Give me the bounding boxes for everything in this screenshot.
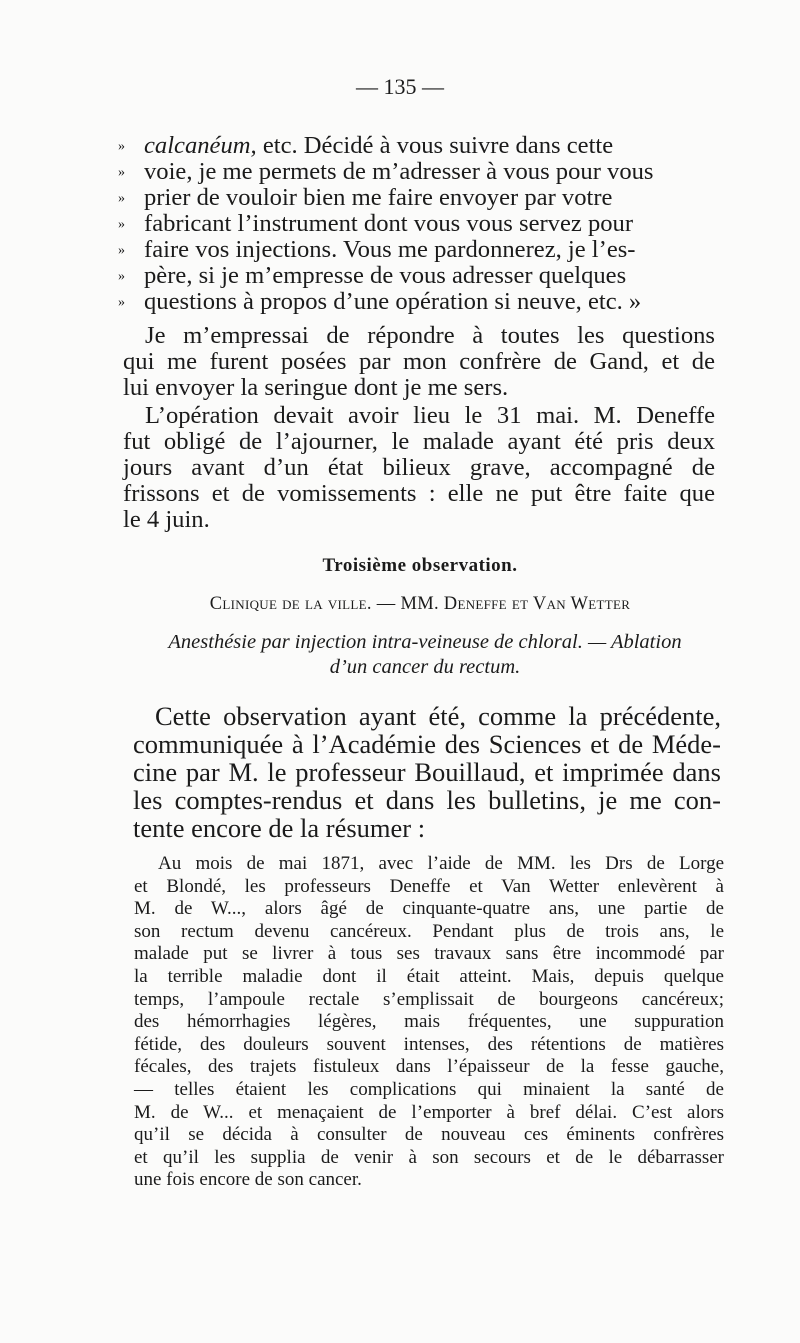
- quote-mark: »: [118, 165, 125, 181]
- section-title: Troisième observation.: [322, 555, 518, 576]
- quote-mark: »: [118, 295, 125, 311]
- text-line: communiquée à l’Académie des Sciences et de Méde-: [133, 729, 721, 759]
- quote-mark: »: [118, 217, 125, 233]
- text-line: Je m’empressai de répondre à toutes les questions: [145, 322, 715, 349]
- text-line: M. de W... et menaçaient de l’emporter à bref délai. C’est alors: [134, 1101, 724, 1123]
- subtitle-line: Anesthésie par injection intra-veineuse de chloral. — Ablation: [168, 631, 682, 653]
- text-line: fétide, des douleurs souvent intenses, des rétentions de matières: [134, 1033, 724, 1055]
- text-line: la terrible maladie dont il était atteint. Mais, depuis quelque: [134, 965, 724, 987]
- paragraph-operation: [123, 403, 715, 533]
- quote-line: » calcanéum, etc. Décidé à vous suivre dans cette: [118, 132, 614, 159]
- quote-line: » faire vos injections. Vous me pardonnerez, je l’es-: [118, 236, 636, 263]
- text-line: le 4 juin.: [123, 506, 210, 533]
- quote-line: » voie, je me permets de m’adresser à vous pour vous: [118, 158, 654, 185]
- subtitle-line: d’un cancer du rectum.: [329, 656, 521, 678]
- text-line: M. de W..., alors âgé de cinquante-quatre ans, une partie de: [134, 898, 724, 920]
- quote-line: » questions à propos d’une opération si neuve, etc. »: [118, 288, 642, 315]
- text-line: lui envoyer la seringue dont je me sers.: [123, 374, 509, 401]
- paragraph-reply: [123, 323, 715, 401]
- text-line: malade put se livrer à tous ses travaux sans être incommodé par: [134, 943, 724, 965]
- text-line: cine par M. le professeur Bouillaud, et imprimée dans: [133, 757, 721, 787]
- quote-line: » père, si je m’empresse de vous adresser quelques: [118, 262, 627, 289]
- quote-mark: »: [118, 139, 125, 155]
- text-line: tente encore de la résumer :: [133, 813, 426, 843]
- quote-mark: »: [118, 191, 125, 207]
- text-line: Au mois de mai 1871, avec l’aide de MM. les Drs de Lorge: [158, 853, 724, 874]
- quote-mark: »: [118, 243, 125, 259]
- quote-line: » prier de vouloir bien me faire envoyer par votre: [118, 184, 613, 211]
- text-line: fut obligé de l’ajourner, le malade ayant été pris deux: [123, 428, 715, 455]
- text-line: et qu’il les supplia de venir à son secours et de le débarrasser: [134, 1146, 724, 1168]
- quotation-continued: [118, 133, 718, 315]
- text-line: — telles étaient les complications qui minaient la santé de: [134, 1078, 724, 1100]
- text-line: L’opération devait avoir lieu le 31 mai. M. Deneffe: [145, 402, 715, 429]
- quote-mark: »: [118, 269, 125, 285]
- text-line: une fois encore de son cancer.: [134, 1169, 362, 1191]
- text-line: les comptes-rendus et dans les bulletins, je me con-: [133, 785, 721, 815]
- text-line: et Blondé, les professeurs Deneffe et Van Wetter enlevèrent à: [134, 875, 724, 897]
- observation-subtitle: [125, 630, 725, 680]
- paragraph-case-summary: [134, 853, 724, 1192]
- text-line: frissons et de vomissements : elle ne put être faite que: [123, 480, 715, 507]
- text-line: Cette observation ayant été, comme la précédente,: [155, 701, 721, 731]
- page-number: — 135 —: [356, 74, 444, 99]
- text-line: qui me furent posées par mon confrère de Gand, et de: [123, 348, 715, 375]
- text-line: temps, l’ampoule rectale s’emplissait de bourgeons cancéreux;: [134, 988, 724, 1010]
- text-line: fécales, des trajets fistuleux dans l’épaisseur de la fesse gauche,: [134, 1056, 724, 1078]
- clinic-line: Clinique de la ville. — MM. Deneffe et Van Wetter: [209, 594, 631, 614]
- quote-line: » fabricant l’instrument dont vous vous servez pour: [118, 210, 634, 237]
- text-line: des hémorrhagies légères, mais fréquentes, une suppuration: [134, 1011, 724, 1033]
- text-line: son rectum devenu cancéreux. Pendant plus de trois ans, le: [134, 920, 724, 942]
- text-line: qu’il se décida à consulter de nouveau ces éminents confrères: [134, 1124, 724, 1146]
- text-line: jours avant d’un état bilieux grave, accompagné de: [123, 454, 715, 481]
- paragraph-summary-intro: [133, 702, 721, 842]
